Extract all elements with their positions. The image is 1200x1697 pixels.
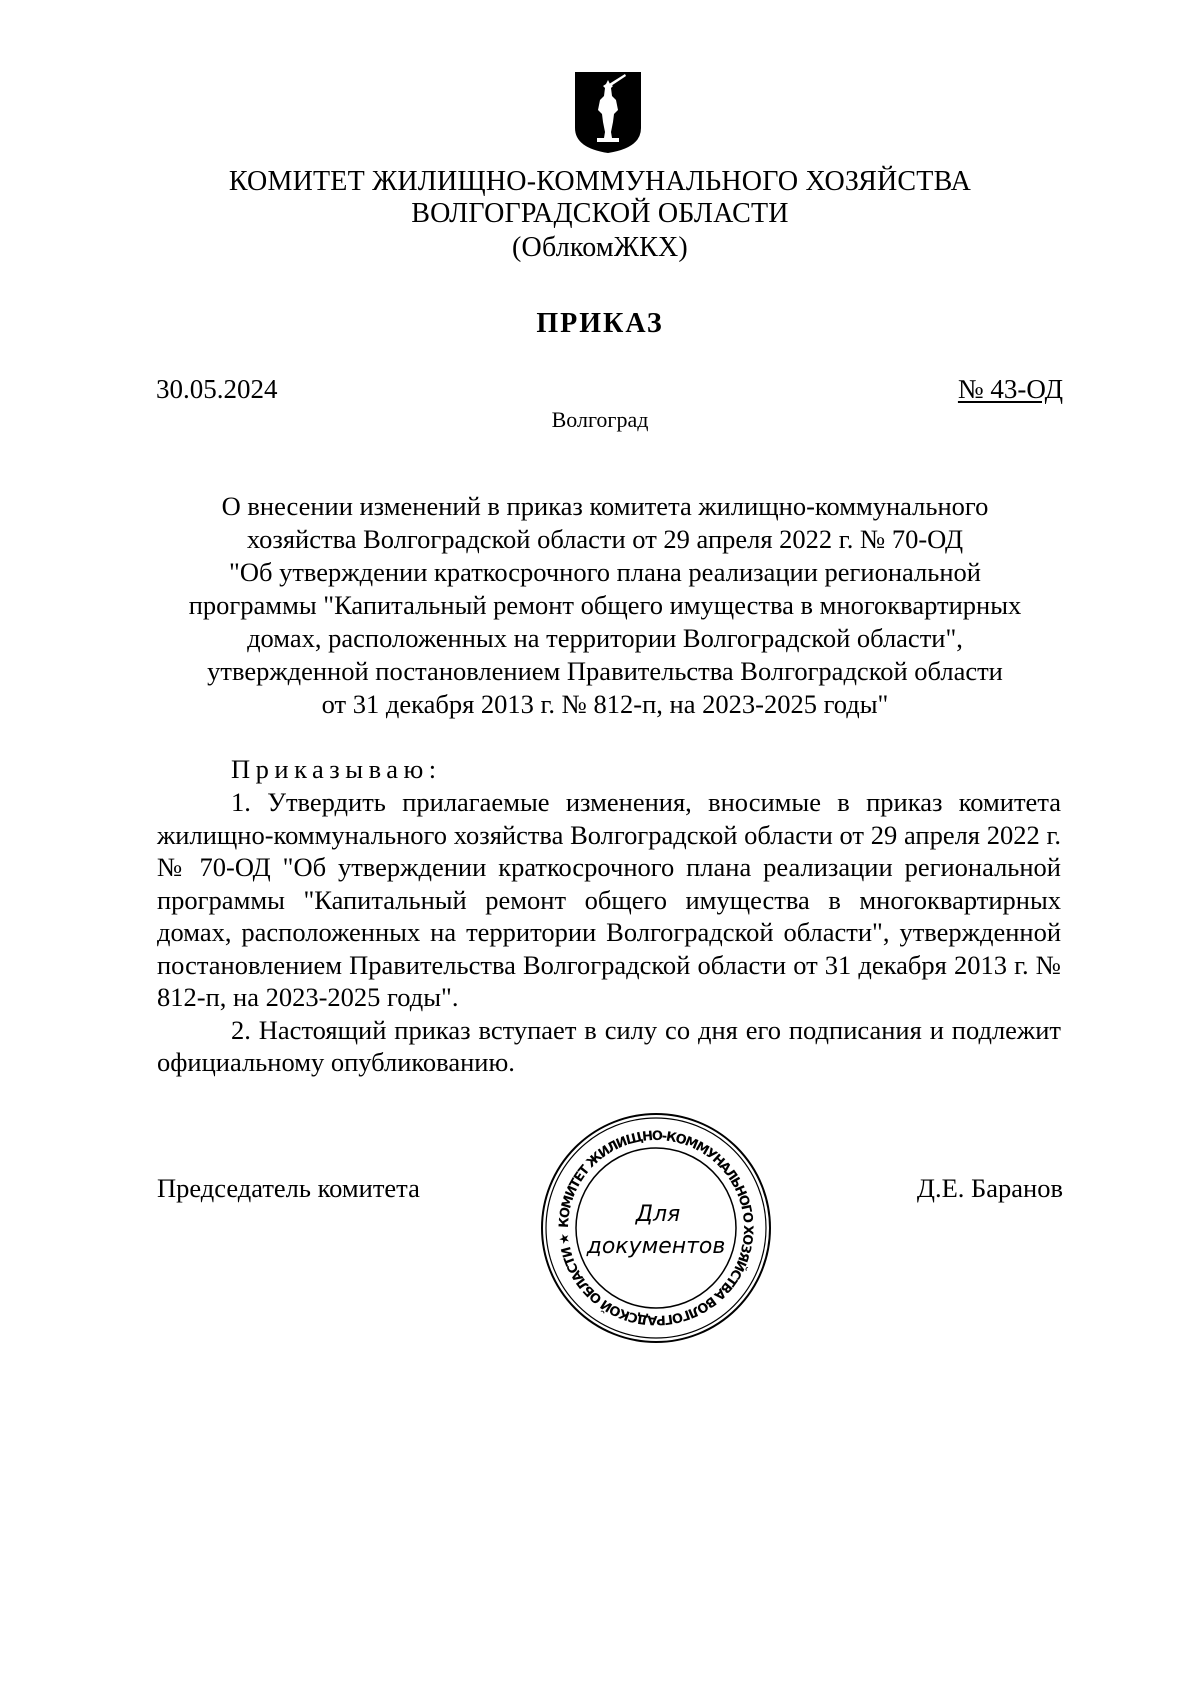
document-city: Волгоград [551,407,649,432]
order-intro: Приказываю: [231,754,442,784]
document-subject [150,490,1060,721]
signer-name: Д.Е. Баранов [916,1173,1063,1203]
order-item-2: 2. Настоящий приказ вступает в силу со дня его подписания и подлежит официальному опубликованию. [157,1014,1061,1077]
order-body [157,786,1061,1079]
stamp-center-line-2: документов [586,1234,726,1259]
official-stamp [536,1108,776,1348]
svg-text:КОМИТЕТ ЖИЛИЩНО-КОММУНАЛЬНОГО [557,1129,755,1327]
stamp-center-line-1: Для [635,1202,681,1227]
stamp-ring-text: КОМИТЕТ ЖИЛИЩНО-КОММУНАЛЬНОГО ХОЗЯЙСТВА ВОЛГОГРАДСКОЙ ОБЛАСТИ ★ [556,1128,756,1328]
subject-line: от 31 декабря 2013 г. № 812-п, на 2023-2025 годы" [321,689,889,719]
subject-line: "Об утверждении краткосрочного плана реализации региональной [229,557,981,587]
order-item-1: 1. Утвердить прилагаемые изменения, вносимые в приказ комитета жилищно-коммунального хозяйства Волгоградской области от 29 апреля 2022 г. № 70-ОД "Об утверждении краткосрочного плана реализации региональной программы "Капитальный ремонт общего имущества в многоквартирных домах, расположенных на территории Волгоградской области", утвержденной постановлением Правительства Волгоградской области от 31 декабря 2013 г. № 812-п, на 2023-2025 годы". [157,787,1061,1012]
org-name-line-1: КОМИТЕТ ЖИЛИЩНО-КОММУНАЛЬНОГО ХОЗЯЙСТВА [228,166,972,197]
signer-title: Председатель комитета [157,1173,420,1203]
document-type-title: ПРИКАЗ [536,308,664,339]
document-date: 30.05.2024 [156,374,278,404]
subject-line: хозяйства Волгоградской области от 29 апреля 2022 г. № 70-ОД [246,524,964,554]
org-name-line-2: ВОЛГОГРАДСКОЙ ОБЛАСТИ [411,198,789,229]
subject-line: утвержденной постановлением Правительства Волгоградской области [207,656,1003,686]
subject-line: О внесении изменений в приказ комитета жилищно-коммунального [221,491,989,521]
subject-line: программы "Капитальный ремонт общего имущества в многоквартирных [188,590,1022,620]
document-number: № 43-ОД [957,374,1063,404]
org-short-name: (ОблкомЖКХ) [512,232,688,263]
coat-of-arms-icon [573,70,643,155]
subject-line: домах, расположенных на территории Волгоградской области", [247,623,963,653]
